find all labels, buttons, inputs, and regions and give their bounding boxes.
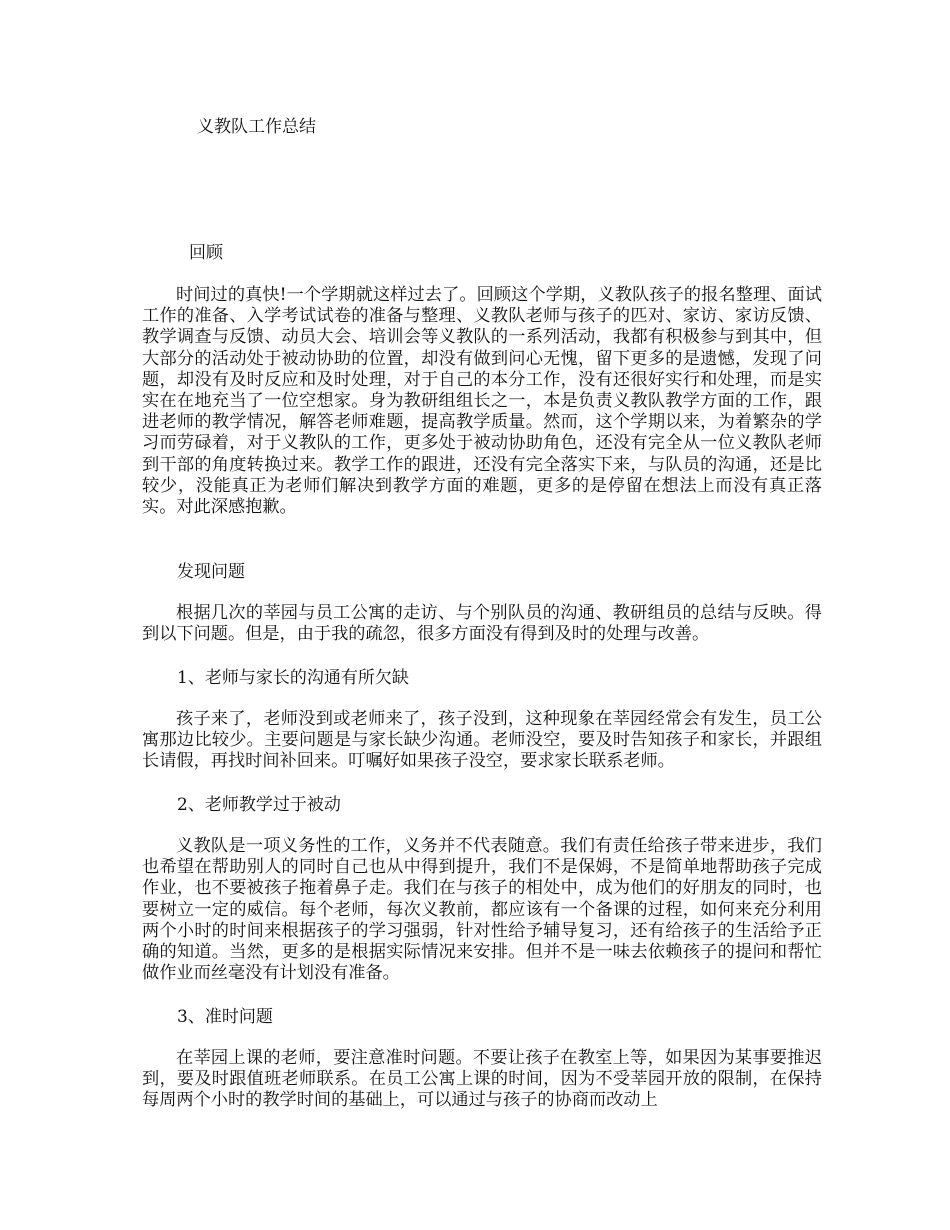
subheading-communication: 1、老师与家长的沟通有所欠缺	[177, 668, 409, 688]
document-title: 义教队工作总结	[197, 117, 316, 137]
paragraph-communication: 孩子来了，老师没到或老师来了，孩子没到，这种现象在莘园经常会有发生，员工公寓那边比较少。主要问题是与家长缺少沟通。老师没空，要及时告知孩子和家长，并跟组长请假，再找时间补回来。叮嘱好如果孩子没空，要求家长联系老师。	[142, 709, 822, 772]
section-heading-review: 回顾	[189, 243, 223, 263]
section-heading-find-problems: 发现问题	[177, 562, 245, 582]
subheading-punctuality: 3、准时问题	[177, 1007, 273, 1027]
subheading-passive-teaching: 2、老师教学过于被动	[177, 795, 341, 815]
paragraph-punctuality: 在莘园上课的老师，要注意准时问题。不要让孩子在教室上等，如果因为某事要推迟到，要及时跟值班老师联系。在员工公寓上课的时间，因为不受莘园开放的限制，在保持每周两个小时的教学时间的基础上，可以通过与孩子的协商而改动上	[142, 1048, 822, 1111]
paragraph-review: 时间过的真快!一个学期就这样过去了。回顾这个学期，义教队孩子的报名整理、面试工作的准备、入学考试试卷的准备与整理、义教队老师与孩子的匹对、家访、家访反馈、教学调查与反馈、动员大会、培训会等义教队的一系列活动，我都有积极参与到其中，但大部分的活动处于被动协助的位置，却没有做到问心无愧，留下更多的是遗憾，发现了问题，却没有及时反应和及时处理，对于自己的本分工作，没有还很好实行和处理，而是实实在在地充当了一位空想家。身为教研组组长之一，本是负责义教队教学方面的工作，跟进老师的教学情况，解答老师难题，提高教学质量。然而，这个学期以来，为着繁杂的学习而劳碌着，对于义教队的工作，更多处于被动协助角色，还没有完全从一位义教队老师到干部的角度转换过来。教学工作的跟进，还没有完全落实下来，与队员的沟通，还是比较少，没能真正为老师们解决到教学方面的难题，更多的是停留在想法上而没有真正落实。对此深感抱歉。	[142, 285, 822, 518]
paragraph-passive-teaching: 义教队是一项义务性的工作，义务并不代表随意。我们有责任给孩子带来进步，我们也希望在帮助别人的同时自己也从中得到提升，我们不是保姆，不是简单地帮助孩子完成作业，也不要被孩子拖着鼻子走。我们在与孩子的相处中，成为他们的好朋友的同时，也要树立一定的威信。每个老师，每次义教前，都应该有一个备课的过程，如何来充分利用两个小时的时间来根据孩子的学习强弱，针对性给予辅导复习，还有给孩子的生活给予正确的知道。当然，更多的是根据实际情况来安排。但并不是一味去依赖孩子的提问和帮忙做作业而丝毫没有计划没有准备。	[142, 836, 822, 984]
paragraph-problems-intro: 根据几次的莘园与员工公寓的走访、与个别队员的沟通、教研组员的总结与反映。得到以下问题。但是，由于我的疏忽，很多方面没有得到及时的处理与改善。	[142, 603, 822, 645]
